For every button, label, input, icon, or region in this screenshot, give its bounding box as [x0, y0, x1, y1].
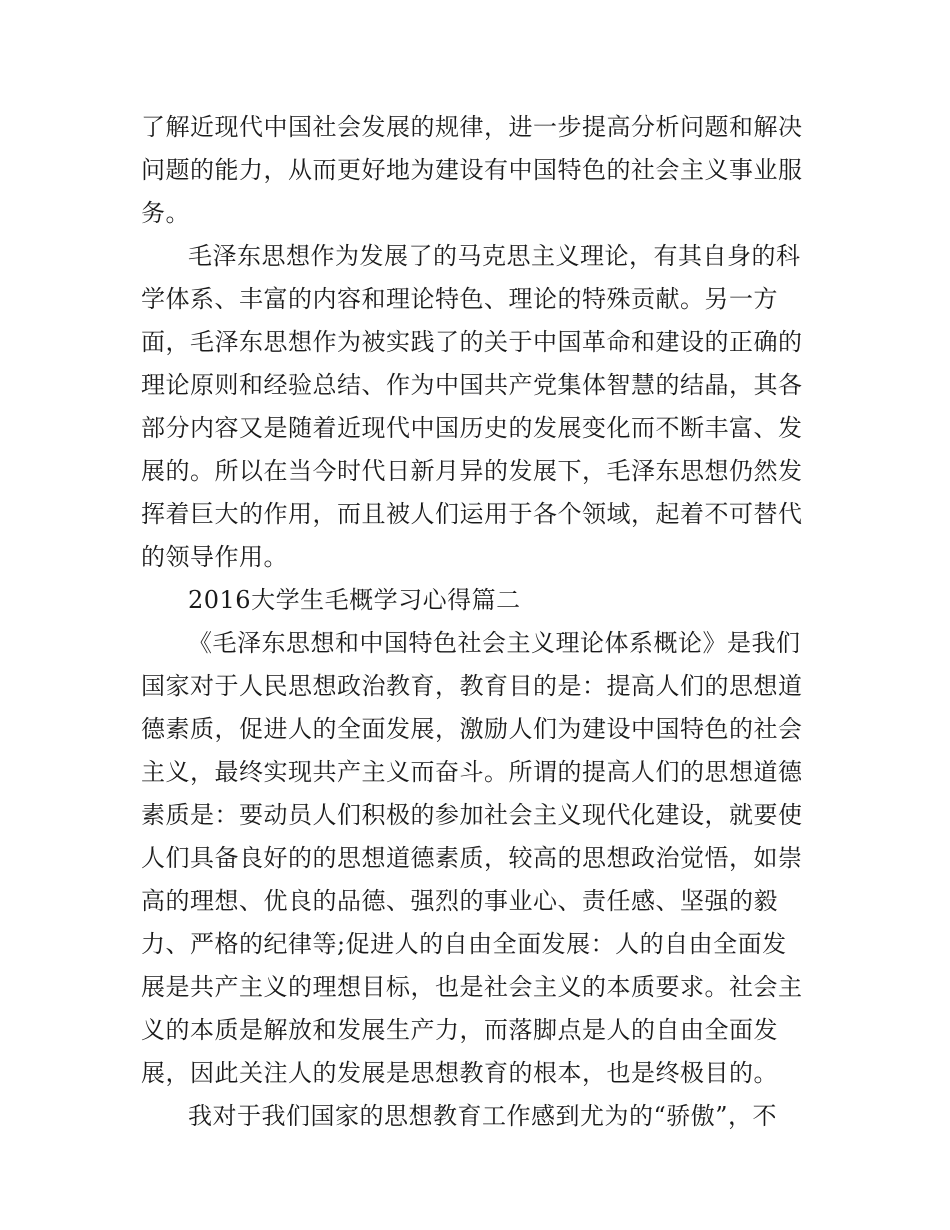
text-line: 问题的能力，从而更好地为建设有中国特色的社会主义事业服 — [141, 156, 803, 184]
text-line: 挥着巨大的作用，而且被人们运用于各个领域，起着不可替代 — [141, 500, 803, 528]
text-line: 素质是：要动员人们积极的参加社会主义现代化建设，就要使 — [141, 801, 803, 829]
text-line: 高的理想、优良的品德、强烈的事业心、责任感、坚强的毅 — [141, 887, 778, 915]
text-line: 理论原则和经验总结、作为中国共产党集体智慧的结晶，其各 — [141, 371, 803, 399]
text-line: 展的。所以在当今时代日新月异的发展下，毛泽东思想仍然发 — [141, 457, 803, 485]
paragraph-first-line: 毛泽东思想作为发展了的马克思主义理论，有其自身的科 — [188, 242, 801, 270]
text-line: 的领导作用。 — [141, 543, 288, 571]
section-heading: 2016大学生毛概学习心得篇二 — [188, 586, 521, 614]
text-line: 主义，最终实现共产主义而奋斗。所谓的提高人们的思想道德 — [141, 758, 803, 786]
text-line: 了解近现代中国社会发展的规律，进一步提高分析问题和解决 — [141, 113, 803, 141]
text-line: 务。 — [141, 199, 190, 227]
text-line: 力、严格的纪律等;促进人的自由全面发展：人的自由全面发 — [141, 930, 787, 958]
text-line: 展，因此关注人的发展是思想教育的根本，也是终极目的。 — [141, 1059, 778, 1087]
text-line: 展是共产主义的理想目标，也是社会主义的本质要求。社会主 — [141, 973, 803, 1001]
text-line: 面，毛泽东思想作为被实践了的关于中国革命和建设的正确的 — [141, 328, 803, 356]
text-line: 部分内容又是随着近现代中国历史的发展变化而不断丰富、发 — [141, 414, 803, 442]
text-line: 人们具备良好的的思想道德素质，较高的思想政治觉悟，如崇 — [141, 844, 803, 872]
text-line: 德素质，促进人的全面发展，激励人们为建设中国特色的社会 — [141, 715, 803, 743]
text-line: 义的本质是解放和发展生产力，而落脚点是人的自由全面发 — [141, 1016, 778, 1044]
text-line: 国家对于人民思想政治教育，教育目的是：提高人们的思想道 — [141, 672, 803, 700]
text-line: 学体系、丰富的内容和理论特色、理论的特殊贡献。另一方 — [141, 285, 778, 313]
paragraph-first-line: 《毛泽东思想和中国特色社会主义理论体系概论》是我们 — [188, 629, 801, 657]
paragraph-first-line: 我对于我们国家的思想教育工作感到尤为的“骄傲”，不 — [188, 1102, 778, 1130]
